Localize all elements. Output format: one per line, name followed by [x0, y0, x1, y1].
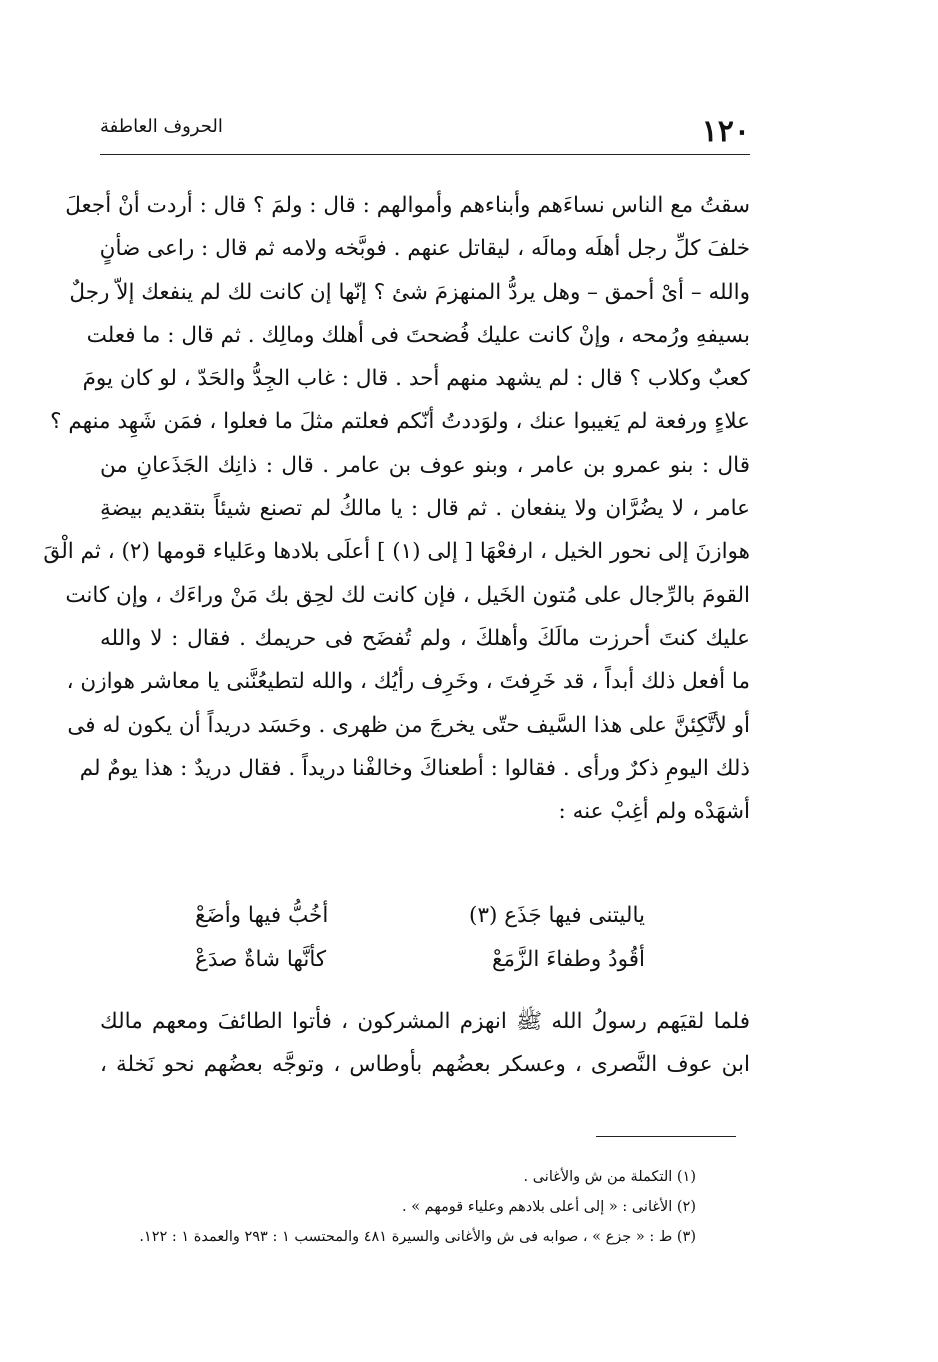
verse-line	[195, 938, 645, 982]
text-line: أشهَدْه ولم أغِبْ عنه :	[558, 799, 750, 825]
text-line: القومَ بالرِّجال على مُتون الخَيل ، فإن كانت لك لحِق بك مَنْ وراءَك ، وإن كانت	[65, 582, 750, 608]
header-rule	[100, 154, 750, 155]
text-line: سقتُ مع الناس نساءَهم وأبناءهم وأموالهم : قال : ولمَ ؟ قال : أردت أنْ أجعلَ	[65, 193, 750, 218]
text-line: عامر ، لا يضُرَّان ولا ينفعان . ثم قال : يا مالكُ لم تصنع شيئاً بتقديم بيضةِ	[100, 496, 750, 522]
text-line: أو لأتَّكِئنَّ على هذا السَّيف حتّى يخرجَ من ظهرى . وحَسَد دريداً أن يكون له فى	[67, 712, 750, 738]
text-line: كعبٌ وكلاب ؟ قال : لم يشهد منهم أحد . قال : غاب الجِدُّ والحَدّ ، لو كان يومَ	[82, 366, 750, 392]
footnote-rule	[596, 1136, 736, 1137]
verse-hemistich-first: أقُودُ وطفاءَ الزَّمَعْ	[492, 947, 645, 972]
text-line: عليك كنتَ أحرزت مالَكَ وأهلكَ ، ولم تُفضَح فى حريمك . فقال : لا والله	[100, 625, 750, 651]
text-line: خلفَ كلِّ رجل أهلَه ومالَه ، ليقاتل عنهم . فوبَّخه ولامه ثم قال : راعى ضأنٍ	[99, 236, 750, 262]
text-line: قال : بنو عمرو بن عامر ، وبنو عوف بن عامر . قال : ذانِك الجَذَعانِ من	[100, 452, 750, 478]
verse-line	[195, 894, 645, 938]
second-paragraph	[100, 1000, 750, 1087]
text-line: بسيفهِ ورُمحه ، وإنْ كانت عليك فُضحتَ فى أهلك ومالِك . ثم قال : ما فعلت	[86, 322, 750, 348]
text-line: ذلك اليومِ ذكرٌ ورأى . فقالوا : أطعناكَ وخالفْنا دريداً . فقال دريدٌ : هذا يومٌ لم	[79, 755, 750, 781]
page-number: ١٢٠	[701, 114, 750, 149]
text-line: علاءٍ ورفعة لم يَغيبوا عنك ، ولوَددتُ أنّكم فعلتم مثلَ ما فعلوا ، فمَن شَهِد منهم ؟	[50, 409, 750, 435]
running-title: الحروف العاطفة	[100, 116, 223, 137]
main-paragraph	[43, 184, 750, 833]
footnote: (٢) الأغانى : « إلى أعلى بلادهم وعلياء قومهم » .	[401, 1199, 696, 1215]
text-line: ما أفعل ذلك أبداً ، قد خَرِفتَ ، وخَرِف رأيُك ، والله لتطيعُنَّنى يا معاشر هوازن ،	[66, 669, 750, 695]
verse-hemistich-second: أخُبُّ فيها وأضَعْ	[195, 903, 329, 928]
verse-hemistich-first: ياليتنى فيها جَذَع (٣)	[469, 903, 645, 928]
verse-hemistich-second: كأنَّها شاةٌ صدَعْ	[195, 947, 327, 972]
footnotes	[90, 1162, 696, 1252]
footnote: (٣) ط : « جزع » ، صوابه فى ش والأغانى والسيرة ٤٨١ والمحتسب ١ : ٢٩٣ والعمدة ١ : ١٢٢.	[139, 1229, 696, 1245]
poem-verse	[195, 894, 645, 982]
footnote: (١) التكملة من ش والأغانى .	[523, 1169, 696, 1185]
text-line: فلما لقيَهم رسولُ الله ﷺ انهزم المشركون ، فأتوا الطائفَ ومعهم مالك	[100, 1009, 750, 1034]
text-line: ابن عوف النَّصرى ، وعسكر بعضُهم بأوطاس ، وتوجَّه بعضُهم نحو نَخلة ،	[100, 1052, 750, 1078]
text-line: هوازنَ إلى نحور الخيل ، ارفعْهَا [ إلى (١) ] أعلَى بلادها وعَلياء قومها (٢) ، ثم الْقَ	[43, 539, 750, 565]
text-line: والله – أىْ أحمق – وهل يردُّ المنهزمَ شئ ؟ إنّها إن كانت لك لم ينفعك إلاّ رجلٌ	[69, 279, 750, 305]
